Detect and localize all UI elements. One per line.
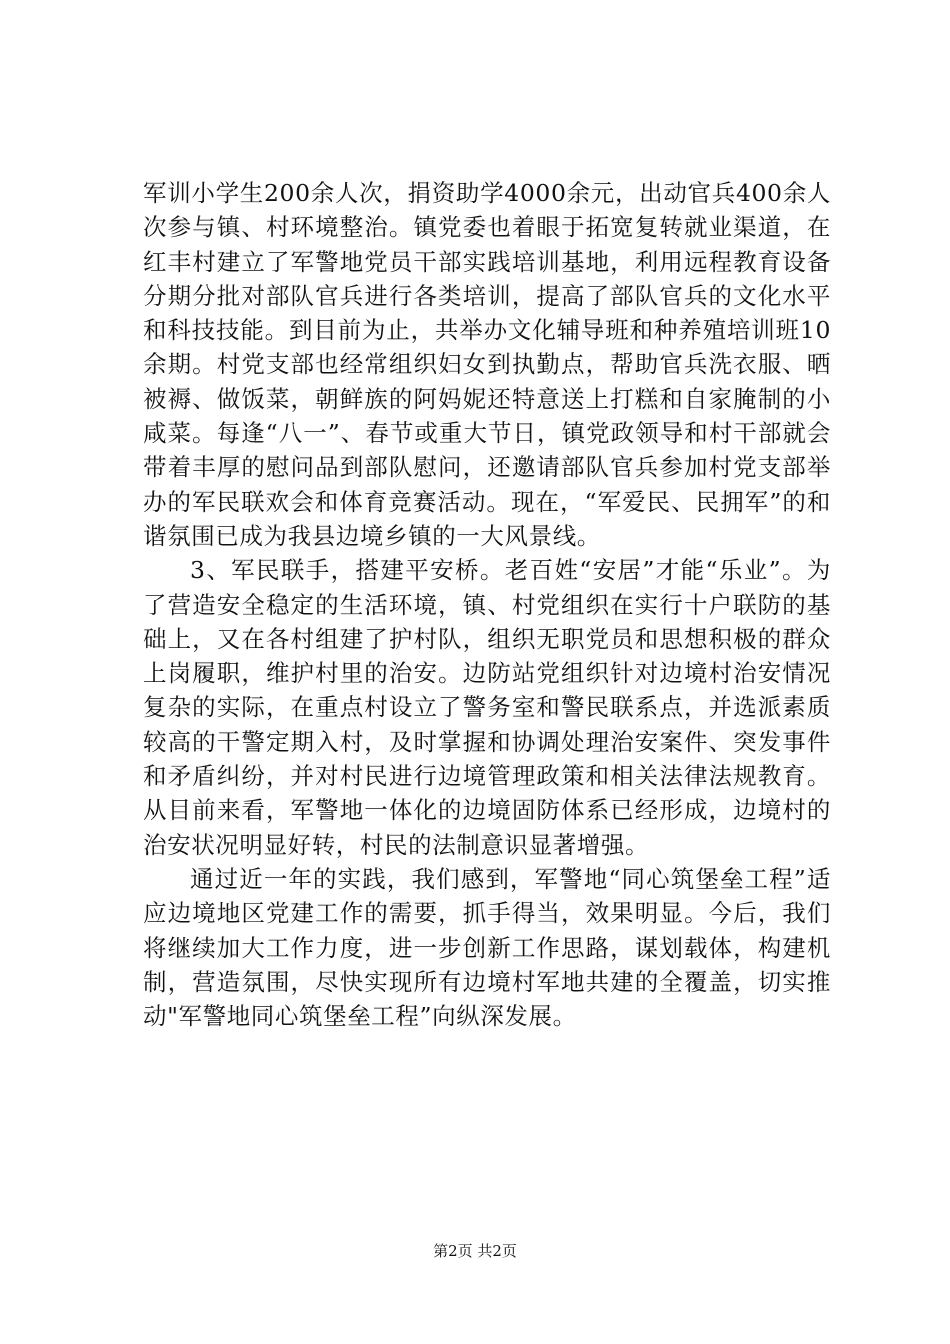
- document-body: [143, 176, 831, 1033]
- paragraph-continued: 军训小学生200余人次，捐资助学4000余元，出动官兵400余人次参与镇、村环境整治。镇党委也着眼于拓宽复转就业渠道，在红丰村建立了军警地党员干部实践培训基地，利用远程教育设备分期分批对部队官兵进行各类培训，提高了部队官兵的文化水平和科技技能。到目前为止，共举办文化辅导班和种养殖培训班10余期。村党支部也经常组织妇女到执勤点，帮助官兵洗衣服、晒被褥、做饭菜，朝鲜族的阿妈妮还特意送上打糕和自家腌制的小咸菜。每逢“八一”、春节或重大节日，镇党政领导和村干部就会带着丰厚的慰问品到部队慰问，还邀请部队官兵参加村党支部举办的军民联欢会和体育竞赛活动。现在，“军爱民、民拥军”的和谐氛围已成为我县边境乡镇的一大风景线。: [143, 179, 831, 550]
- paragraph-conclusion: 通过近一年的实践，我们感到，军警地“同心筑堡垒工程”适应边境地区党建工作的需要，抓手得当，效果明显。今后，我们将继续加大工作力度，进一步创新工作思路，谋划载体，构建机制，营造氛围，尽快实现所有边境村军地共建的全覆盖，切实推动"军警地同心筑堡垒工程”向纵深发展。: [143, 864, 831, 1031]
- page-number-footer: 第2页 共2页: [433, 1242, 517, 1260]
- paragraph-section-3: 3、军民联手，搭建平安桥。老百姓“安居”才能“乐业”。为了营造安全稳定的生活环境，镇、村党组织在实行十户联防的基础上，又在各村组建了护村队，组织无职党员和思想积极的群众上岗履职，维护村里的治安。边防站党组织针对边境村治安情况复杂的实际，在重点村设立了警务室和警民联系点，并选派素质较高的干警定期入村，及时掌握和协调处理治安案件、突发事件和矛盾纠纷，并对村民进行边境管理政策和相关法律法规教育。从目前来看，军警地一体化的边境固防体系已经形成，边境村的治安状况明显好转，村民的法制意识显著增强。: [143, 556, 831, 859]
